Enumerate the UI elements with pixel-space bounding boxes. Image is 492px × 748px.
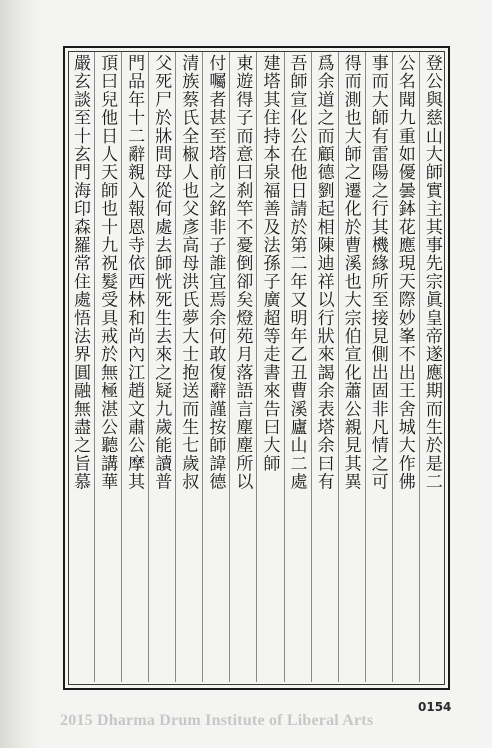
column-text: 登公與慈山大師實主其事先宗眞皇帝遂應期而生於是二 — [421, 54, 442, 491]
text-column — [311, 52, 334, 682]
column-text: 吾師宣化公在他日請於第二年又明年乙丑曹溪廬山二處 — [286, 54, 307, 491]
column-text: 東遊得子而意曰刹竿不憂倒卻矣燈苑月落語言塵塵所以 — [232, 54, 253, 491]
column-text: 嚴玄談至十玄門海印森羅常住處悟法界圓融無盡之旨慕 — [70, 54, 90, 491]
text-column — [256, 52, 279, 682]
column-text: 建塔其住持本泉福善及法孫子廣超等走書來告曰大師 — [259, 54, 280, 473]
watermark: 2015 Dharma Drum Institute of Liberal Arts — [60, 712, 374, 729]
text-column — [392, 52, 415, 682]
column-text: 得而測也大師之遷化於曹溪也大宗伯宣化蕭公親見其異 — [340, 54, 361, 491]
text-column — [148, 52, 171, 682]
text-column — [68, 52, 90, 682]
text-column — [419, 52, 442, 682]
text-column — [338, 52, 361, 682]
text-column — [284, 52, 307, 682]
text-column — [121, 52, 144, 682]
text-column — [365, 52, 388, 682]
column-text: 清族蔡氏全椒人也父彥高母洪氏夢大士抱送而生七歲叔 — [178, 54, 199, 491]
column-text: 公名聞九重如優曇鉢花應現天際妙峯不出王舍城大作佛 — [394, 54, 415, 491]
column-text: 付囑者甚至塔前之銘非子誰宜焉余何敢復辭謹按師諱德 — [205, 54, 226, 491]
column-text: 事而大師有雷陽之行其機緣所至接見側出固非凡情之可 — [367, 54, 388, 491]
text-columns — [68, 52, 442, 682]
page-number: 0154 — [418, 700, 452, 714]
column-text: 頂曰兒他日人天師也十九祝髮受具戒於無極湛公聽講華 — [97, 54, 118, 491]
text-column — [94, 52, 117, 682]
text-column — [202, 52, 225, 682]
column-text: 爲余道之而顧德劉起相陳迪祥以行狀來謁余表塔余曰有 — [313, 54, 334, 491]
column-text: 門品年十二辭親入報恩寺依西林和尚內江趙文肅公摩其 — [124, 54, 145, 491]
text-column — [175, 52, 198, 682]
text-column — [229, 52, 252, 682]
scan-margin — [0, 0, 40, 748]
column-text: 父死尸於牀問母從何處去師恍死生去來之疑九歲能讀普 — [151, 54, 172, 491]
